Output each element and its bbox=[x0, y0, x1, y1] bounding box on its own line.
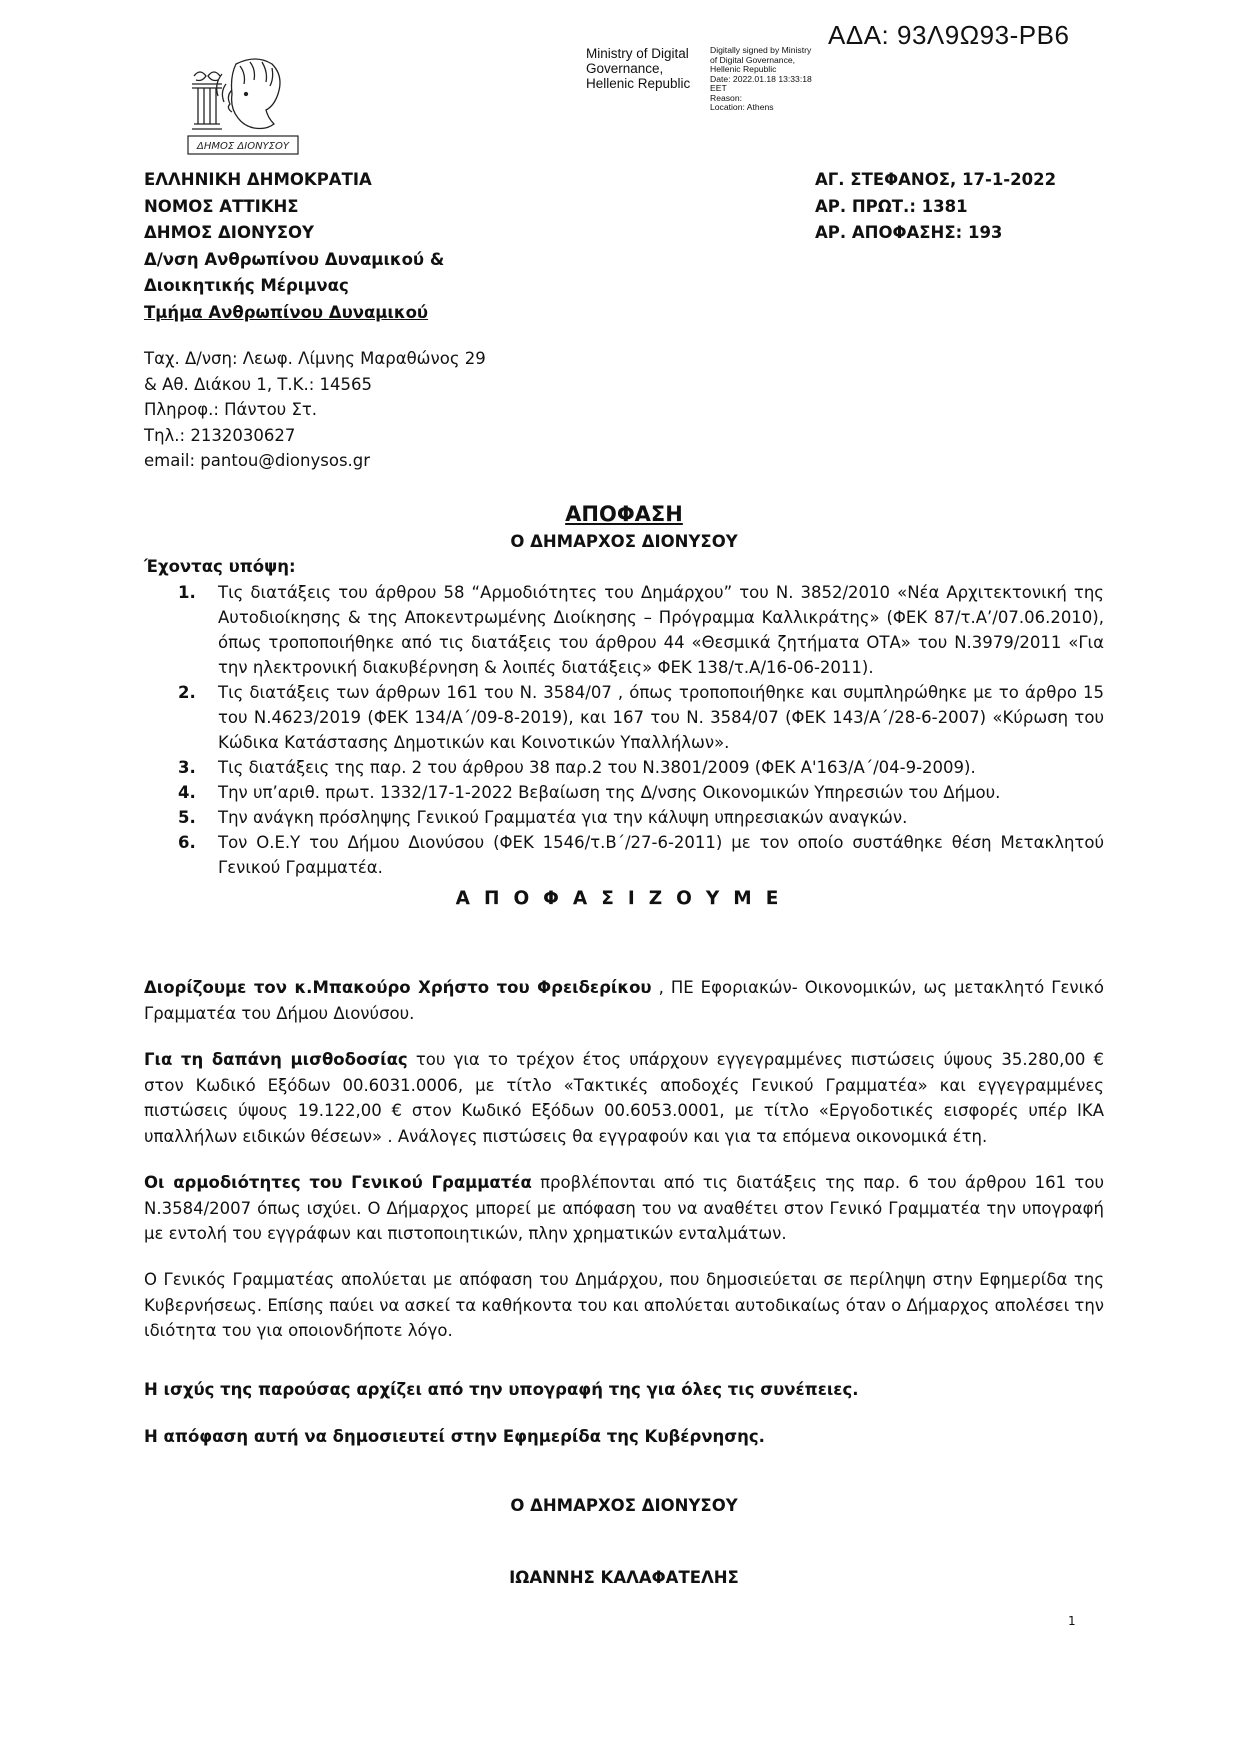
list-item bbox=[144, 755, 1104, 780]
paragraph-bold: Οι αρμοδιότητες του Γενικού Γραμματέα bbox=[144, 1173, 532, 1192]
paragraph-text: , ΠΕ Εφοριακών- Οικονομικών, ως μετακλητό Γενικό Γραμματέα του Δήμου Διονύσου. bbox=[144, 978, 1105, 1023]
list-item-number: 1. bbox=[178, 583, 196, 602]
header-line-directorate-cont: Διοικητικής Μέριμνας bbox=[144, 276, 349, 295]
decision-heading: ΑΠΟΦΑΣΙΖΟΥΜΕ bbox=[455, 888, 793, 909]
header-line-prefecture: ΝΟΜΟΣ ΑΤΤΙΚΗΣ bbox=[144, 196, 299, 216]
signature-detail-line: Reason: bbox=[710, 92, 743, 103]
list-item bbox=[144, 580, 1104, 680]
paragraph-appointment bbox=[144, 975, 1104, 1026]
list-item bbox=[144, 780, 1104, 805]
document-reference bbox=[815, 167, 1056, 247]
signature-org-line: Hellenic Republic bbox=[586, 76, 691, 91]
authority-header bbox=[144, 167, 444, 326]
list-item-text: Την ανάγκη πρόσληψης Γενικού Γραμματέα για την κάλυψη υπηρεσιακών αναγκών. bbox=[218, 808, 908, 827]
list-item-number: 4. bbox=[178, 783, 196, 802]
paragraph-bold: Η απόφαση αυτή να δημοσιευτεί στην Εφημερίδα της Κυβέρνησης. bbox=[144, 1427, 765, 1446]
signature-detail-line: EET bbox=[710, 83, 727, 93]
phone-line: Τηλ.: 2132030627 bbox=[144, 425, 296, 445]
considering-list bbox=[144, 580, 1104, 880]
signature-detail-line: Hellenic Republic bbox=[710, 64, 777, 74]
list-item-text: Τον Ο.Ε.Υ του Δήμου Διονύσου (ΦΕΚ 1546/τ.Β΄/27-6-2011) με τον οποίο συστάθηκε θέση Μετακλητού Γενικού Γραμματέα. bbox=[218, 833, 1104, 877]
list-item bbox=[144, 680, 1104, 755]
contact-info-line: Πληροφ.: Πάντου Στ. bbox=[144, 400, 318, 419]
paragraph-bold: Διορίζουμε τον κ.Μπακούρο Χρήστο του Φρειδερίκου bbox=[144, 978, 652, 997]
document-subtitle: Ο ΔΗΜΑΡΧΟΣ ΔΙΟΝΥΣΟΥ bbox=[510, 532, 738, 551]
paragraph-bold: Για τη δαπάνη μισθοδοσίας bbox=[144, 1050, 408, 1069]
list-item-text: Τις διατάξεις του άρθρου 58 “Αρμοδιότητες του Δημάρχου” του Ν. 3852/2010 «Νέα Αρχιτεκτονική της Αυτοδιοίκησης & της Αποκεντρωμένης Διοίκησης – Πρόγραμμα Καλλικράτης» (ΦΕΚ 87/τ.Α’/07.06.2010), όπως τροποποιήθηκε από τις διατάξεις του άρθρου 44 «Θεσμικά ζητήματα ΟΤΑ» του Ν.3979/2011 «Για την ηλεκτρονική διακυβέρνηση & λοιπές διατάξεις» ΦΕΚ 138/τ.Α/16-06-2011). bbox=[218, 583, 1104, 677]
list-item-number: 2. bbox=[178, 683, 196, 702]
municipality-logo bbox=[186, 54, 300, 156]
decision-number: ΑΡ. ΑΠΟΦΑΣΗΣ: 193 bbox=[815, 223, 1003, 242]
signature-detail-line: Date: 2022.01.18 13:33:18 bbox=[710, 73, 812, 84]
signature-organization bbox=[586, 46, 690, 91]
header-line-directorate: Δ/νση Ανθρωπίνου Δυναμικού & bbox=[144, 249, 445, 269]
signature-detail-line: of Digital Governance, bbox=[710, 54, 796, 65]
paragraph-publication bbox=[144, 1424, 1104, 1450]
list-item bbox=[144, 805, 1104, 830]
paragraph-text: Ο Γενικός Γραμματέας απολύεται με απόφαση του Δημάρχου, που δημοσιεύεται σε περίληψη στην Εφημερίδα της Κυβερνήσεως. Επίσης παύει να ασκεί τα καθήκοντα του και απολύεται αυτοδικαίως όταν ο Δήμαρχος απολέσει την ιδιότητα του για οποιονδήποτε λόγο. bbox=[144, 1270, 1105, 1340]
protocol-number: ΑΡ. ΠΡΩΤ.: 1381 bbox=[815, 196, 968, 216]
paragraph-responsibilities bbox=[144, 1170, 1104, 1247]
page-number: 1 bbox=[1068, 1614, 1076, 1628]
signature-org-line: Ministry of Digital bbox=[586, 46, 689, 61]
signatory-name: ΙΩΑΝΝΗΣ ΚΑΛΑΦΑΤΕΛΗΣ bbox=[509, 1568, 739, 1587]
list-item-number: 6. bbox=[178, 833, 196, 852]
municipality-emblem-icon bbox=[186, 54, 300, 156]
signature-detail-line: Location: Athens bbox=[710, 102, 774, 112]
header-line-department: Τμήμα Ανθρωπίνου Δυναμικού bbox=[144, 302, 429, 322]
signature-org-line: Governance, bbox=[586, 61, 664, 76]
paragraph-effective bbox=[144, 1377, 1104, 1403]
paragraph-text: του για το τρέχον έτος υπάρχουν εγγεγραμμένες πιστώσεις ύψους 35.280,00 € στον Κωδικό Εξόδων 00.6031.0006, με τίτλο «Τακτικές αποδοχές Γενικού Γραμματέα» και εγγεγραμμένες πιστώσεις ύψους 19.122,00 € στον Κωδικό Εξόδων 00.6053.0001, με τίτλο «Εργοδοτικές εισφορές υπέρ ΙΚΑ υπαλλήλων ειδικών θέσεων» . Ανάλογες πιστώσεις θα εγγραφούν και για τα επόμενα οικονομικά έτη. bbox=[144, 1050, 1104, 1146]
list-item-text: Την υπ’αριθ. πρωτ. 1332/17-1-2022 Βεβαίωση της Δ/νσης Οικονομικών Υπηρεσιών του Δήμου. bbox=[218, 783, 1001, 802]
list-item bbox=[144, 830, 1104, 880]
ada-code: ΑΔΑ: 93Λ9Ω93-ΡΒ6 bbox=[828, 20, 1070, 50]
paragraph-payroll bbox=[144, 1047, 1104, 1149]
header-line-republic: ΕΛΛΗΝΙΚΗ ΔΗΜΟΚΡΑΤΙΑ bbox=[144, 170, 372, 189]
paragraph-bold: Η ισχύς της παρούσας αρχίζει από την υπογραφή της για όλες τις συνέπειες. bbox=[144, 1380, 859, 1399]
address-line: & Αθ. Διάκου 1, Τ.Κ.: 14565 bbox=[144, 374, 373, 394]
logo-caption: ΔΗΜΟΣ ΔΙΟΝΥΣΟΥ bbox=[197, 141, 289, 152]
document-date: ΑΓ. ΣΤΕΦΑΝΟΣ, 17-1-2022 bbox=[815, 170, 1057, 189]
email-line: email: pantou@dionysos.gr bbox=[144, 451, 371, 470]
signature-detail-line: Digitally signed by Ministry bbox=[710, 45, 812, 55]
list-item-number: 3. bbox=[178, 758, 196, 777]
contact-address bbox=[144, 346, 486, 474]
considering-heading: Έχοντας υπόψη: bbox=[144, 557, 296, 576]
paragraph-dismissal bbox=[144, 1267, 1104, 1344]
header-line-municipality: ΔΗΜΟΣ ΔΙΟΝΥΣΟΥ bbox=[144, 223, 314, 242]
document-title: ΑΠΟΦΑΣΗ bbox=[565, 502, 683, 526]
address-line: Ταχ. Δ/νση: Λεωφ. Λίμνης Μαραθώνος 29 bbox=[144, 349, 486, 368]
paragraph-text: προβλέπονται από τις διατάξεις της παρ. 6 του άρθρου 161 του Ν.3584/2007 όπως ισχύει. Ο Δήμαρχος μπορεί με απόφαση του να αναθέτει στον Γενικό Γραμματέα την υπογραφή με εντολή του εγγράφων και πιστοποιητικών, πλην χρηματικών ενταλμάτων. bbox=[144, 1173, 1104, 1243]
list-item-text: Τις διατάξεις της παρ. 2 του άρθρου 38 παρ.2 του Ν.3801/2009 (ΦΕΚ Α'163/Α΄/04-9-2009). bbox=[218, 758, 976, 777]
signature-details bbox=[710, 46, 812, 113]
list-item-text: Τις διατάξεις των άρθρων 161 του Ν. 3584/07 , όπως τροποποιήθηκε και συμπληρώθηκε με το άρθρο 15 του Ν.4623/2019 (ΦΕΚ 134/Α΄/09-8-2019), και 167 του Ν. 3584/07 (ΦΕΚ 143/Α΄/28-6-2007) «Κύρωση του Κώδικα Κατάστασης Δημοτικών και Κοινοτικών Υπαλλήλων». bbox=[218, 683, 1104, 752]
signatory-title: Ο ΔΗΜΑΡΧΟΣ ΔΙΟΝΥΣΟΥ bbox=[510, 1496, 738, 1515]
list-item-number: 5. bbox=[178, 808, 196, 827]
